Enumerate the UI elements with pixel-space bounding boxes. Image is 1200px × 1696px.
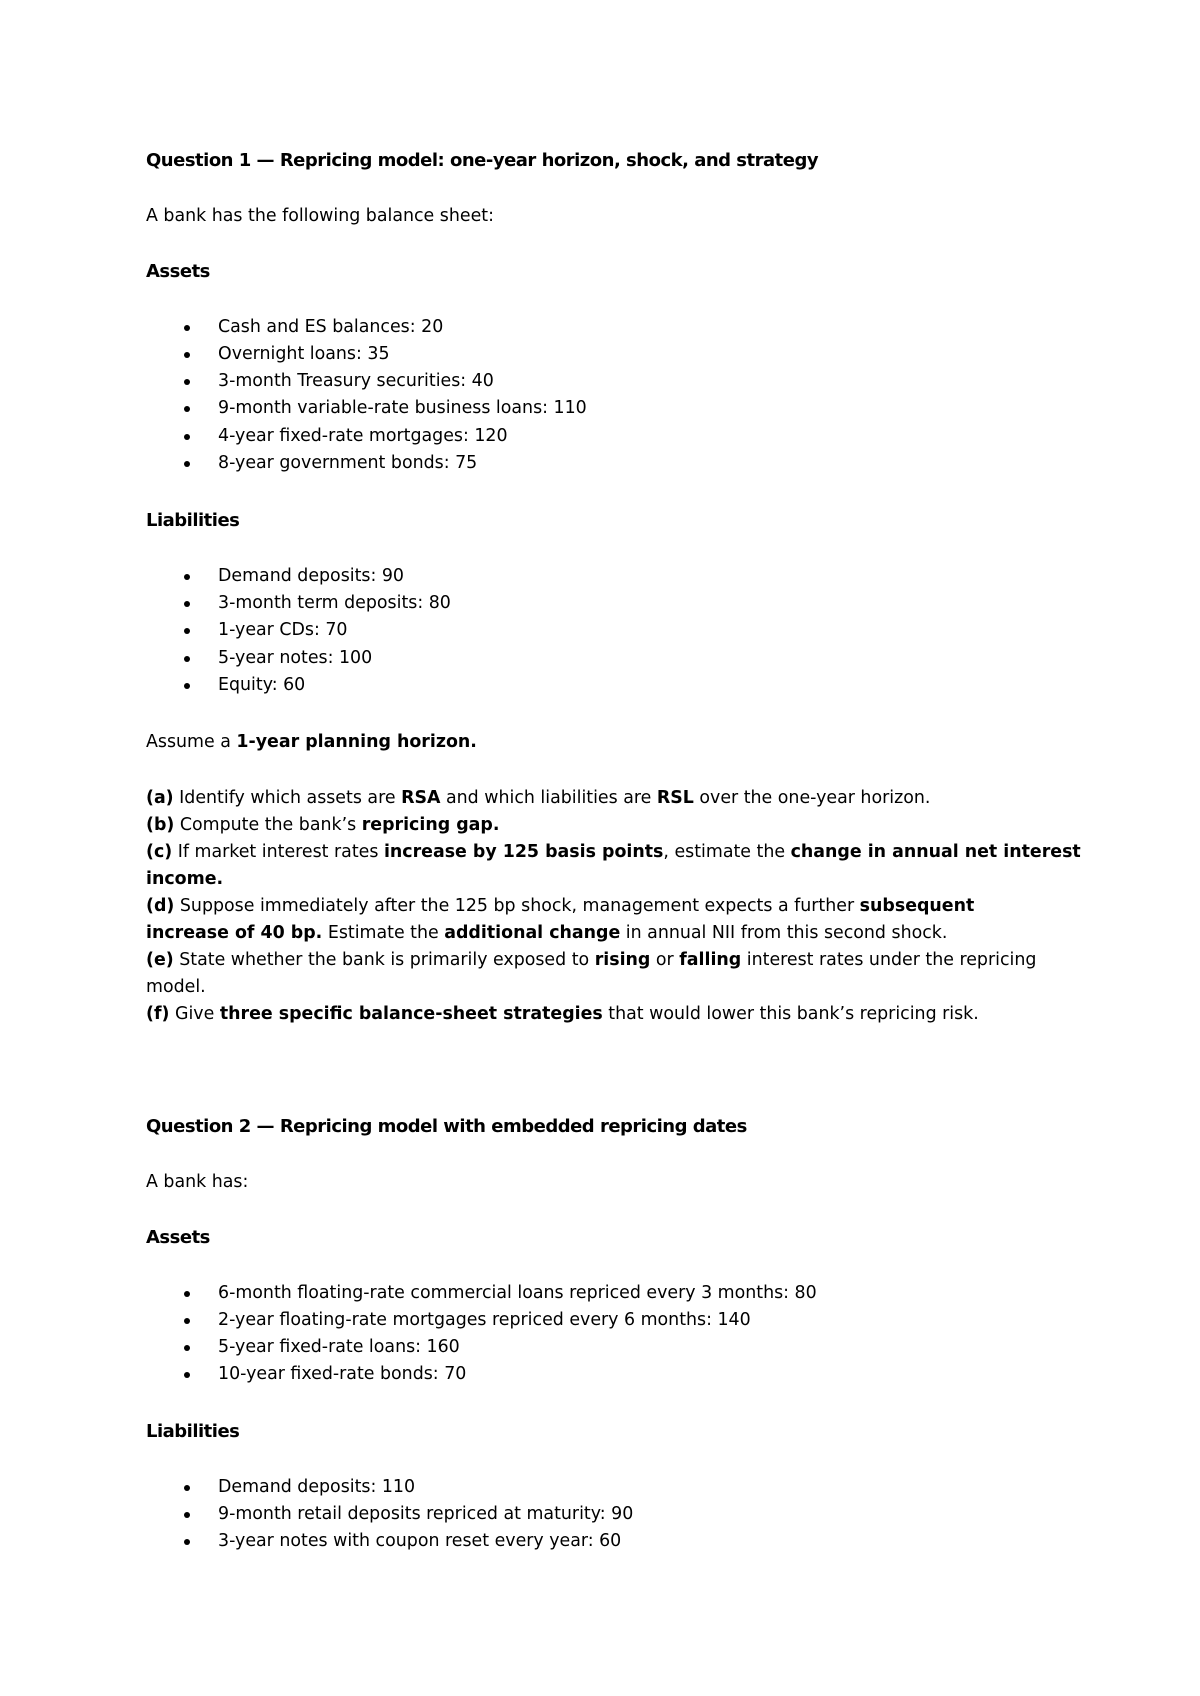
question-1-title: Question 1 — Repricing model: one-year horizon, shock, and strategy xyxy=(146,150,819,171)
bullet-icon xyxy=(184,379,190,385)
bullet-icon xyxy=(184,406,190,412)
document-page: Question 1 — Repricing model: one-year horizon, shock, and strategy A bank has the following balance sheet: Assets Cash and ES balances: 20 Overnight loans: 35 3-month Treasury securities: 40 9-month variable-rate business loans: 110 4-year fixed-rate mortgages: 120 8-year government bonds: 75 Liabilities Demand deposits: 90 3-month term deposits: 80 1-year CDs: 70 5-year notes: 100 Equity: 60 Assume a 1-year planning horizon. (a) Identify which assets are RSA and which liabilities are RSL over the one-year horizon. (b) Compute the bank’s repricing gap. (c) If market interest rates increase by 125 basis points, estimate the change in annual net interest income. (d) Suppose immediately after the 125 bp shock, management expects a further subsequent increase of 40 bp. Estimate the additional change in annual NII from this second shock. (e) State whether the bank is primarily exposed to rising or falling interest rates under the repricing model. (f) Give three specific balance-sheet strategies that would lower this bank’s repricing risk. Question 2 — Repricing model with embedded repricing dates A bank has: Assets 6-month floating-rate commercial loans repriced every 3 months: 80 2-year floating-rate mortgages repriced every 6 months: 140 5-year fixed-rate loans: 160 10-year fixed-rate bonds: 70 Liabilities Demand deposits: 110 9-month retail deposits repriced at maturity: 90 3-year notes with coupon reset every year: 60 xyxy=(0,0,1200,1696)
liabilities-heading: Liabilities xyxy=(146,1421,240,1442)
bullet-icon xyxy=(184,1485,190,1491)
question-part-f: (f) Give three specific balance-sheet strategies that would lower this bank’s repricing risk. xyxy=(146,1004,979,1024)
question-part-a: (a) Identify which assets are RSA and which liabilities are RSL over the one-year horizon. xyxy=(146,788,931,808)
bullet-icon xyxy=(184,325,190,331)
question-part-b: (b) Compute the bank’s repricing gap. xyxy=(146,815,500,835)
bullet-icon xyxy=(184,683,190,689)
bullet-icon xyxy=(184,1512,190,1518)
bullet-icon xyxy=(184,1318,190,1324)
bullet-icon xyxy=(184,574,190,580)
question-part-c-continued: income. xyxy=(146,869,224,889)
question-part-c: (c) If market interest rates increase by 125 basis points, estimate the change in annual net interest xyxy=(146,842,1081,862)
bullet-icon xyxy=(184,1372,190,1378)
bullet-icon xyxy=(184,628,190,634)
question-2-intro: A bank has: xyxy=(146,1172,249,1192)
bullet-icon xyxy=(184,461,190,467)
assets-heading: Assets xyxy=(146,261,210,282)
question-part-e-continued: model. xyxy=(146,977,206,997)
bullet-icon xyxy=(184,601,190,607)
bullet-icon xyxy=(184,352,190,358)
assets-heading: Assets xyxy=(146,1227,210,1248)
question-1-intro: A bank has the following balance sheet: xyxy=(146,206,494,226)
bullet-icon xyxy=(184,1539,190,1545)
liabilities-heading: Liabilities xyxy=(146,510,240,531)
question-part-e: (e) State whether the bank is primarily exposed to rising or falling interest rates under the repricing xyxy=(146,950,1037,970)
bullet-icon xyxy=(184,1291,190,1297)
question-part-d: (d) Suppose immediately after the 125 bp shock, management expects a further subsequent xyxy=(146,896,975,916)
bullet-icon xyxy=(184,434,190,440)
bullet-icon xyxy=(184,656,190,662)
question-part-d-continued: increase of 40 bp. Estimate the additional change in annual NII from this second shock. xyxy=(146,923,948,943)
planning-horizon-line: Assume a 1-year planning horizon. xyxy=(146,732,477,752)
bullet-icon xyxy=(184,1345,190,1351)
question-2-title: Question 2 — Repricing model with embedded repricing dates xyxy=(146,1116,747,1137)
